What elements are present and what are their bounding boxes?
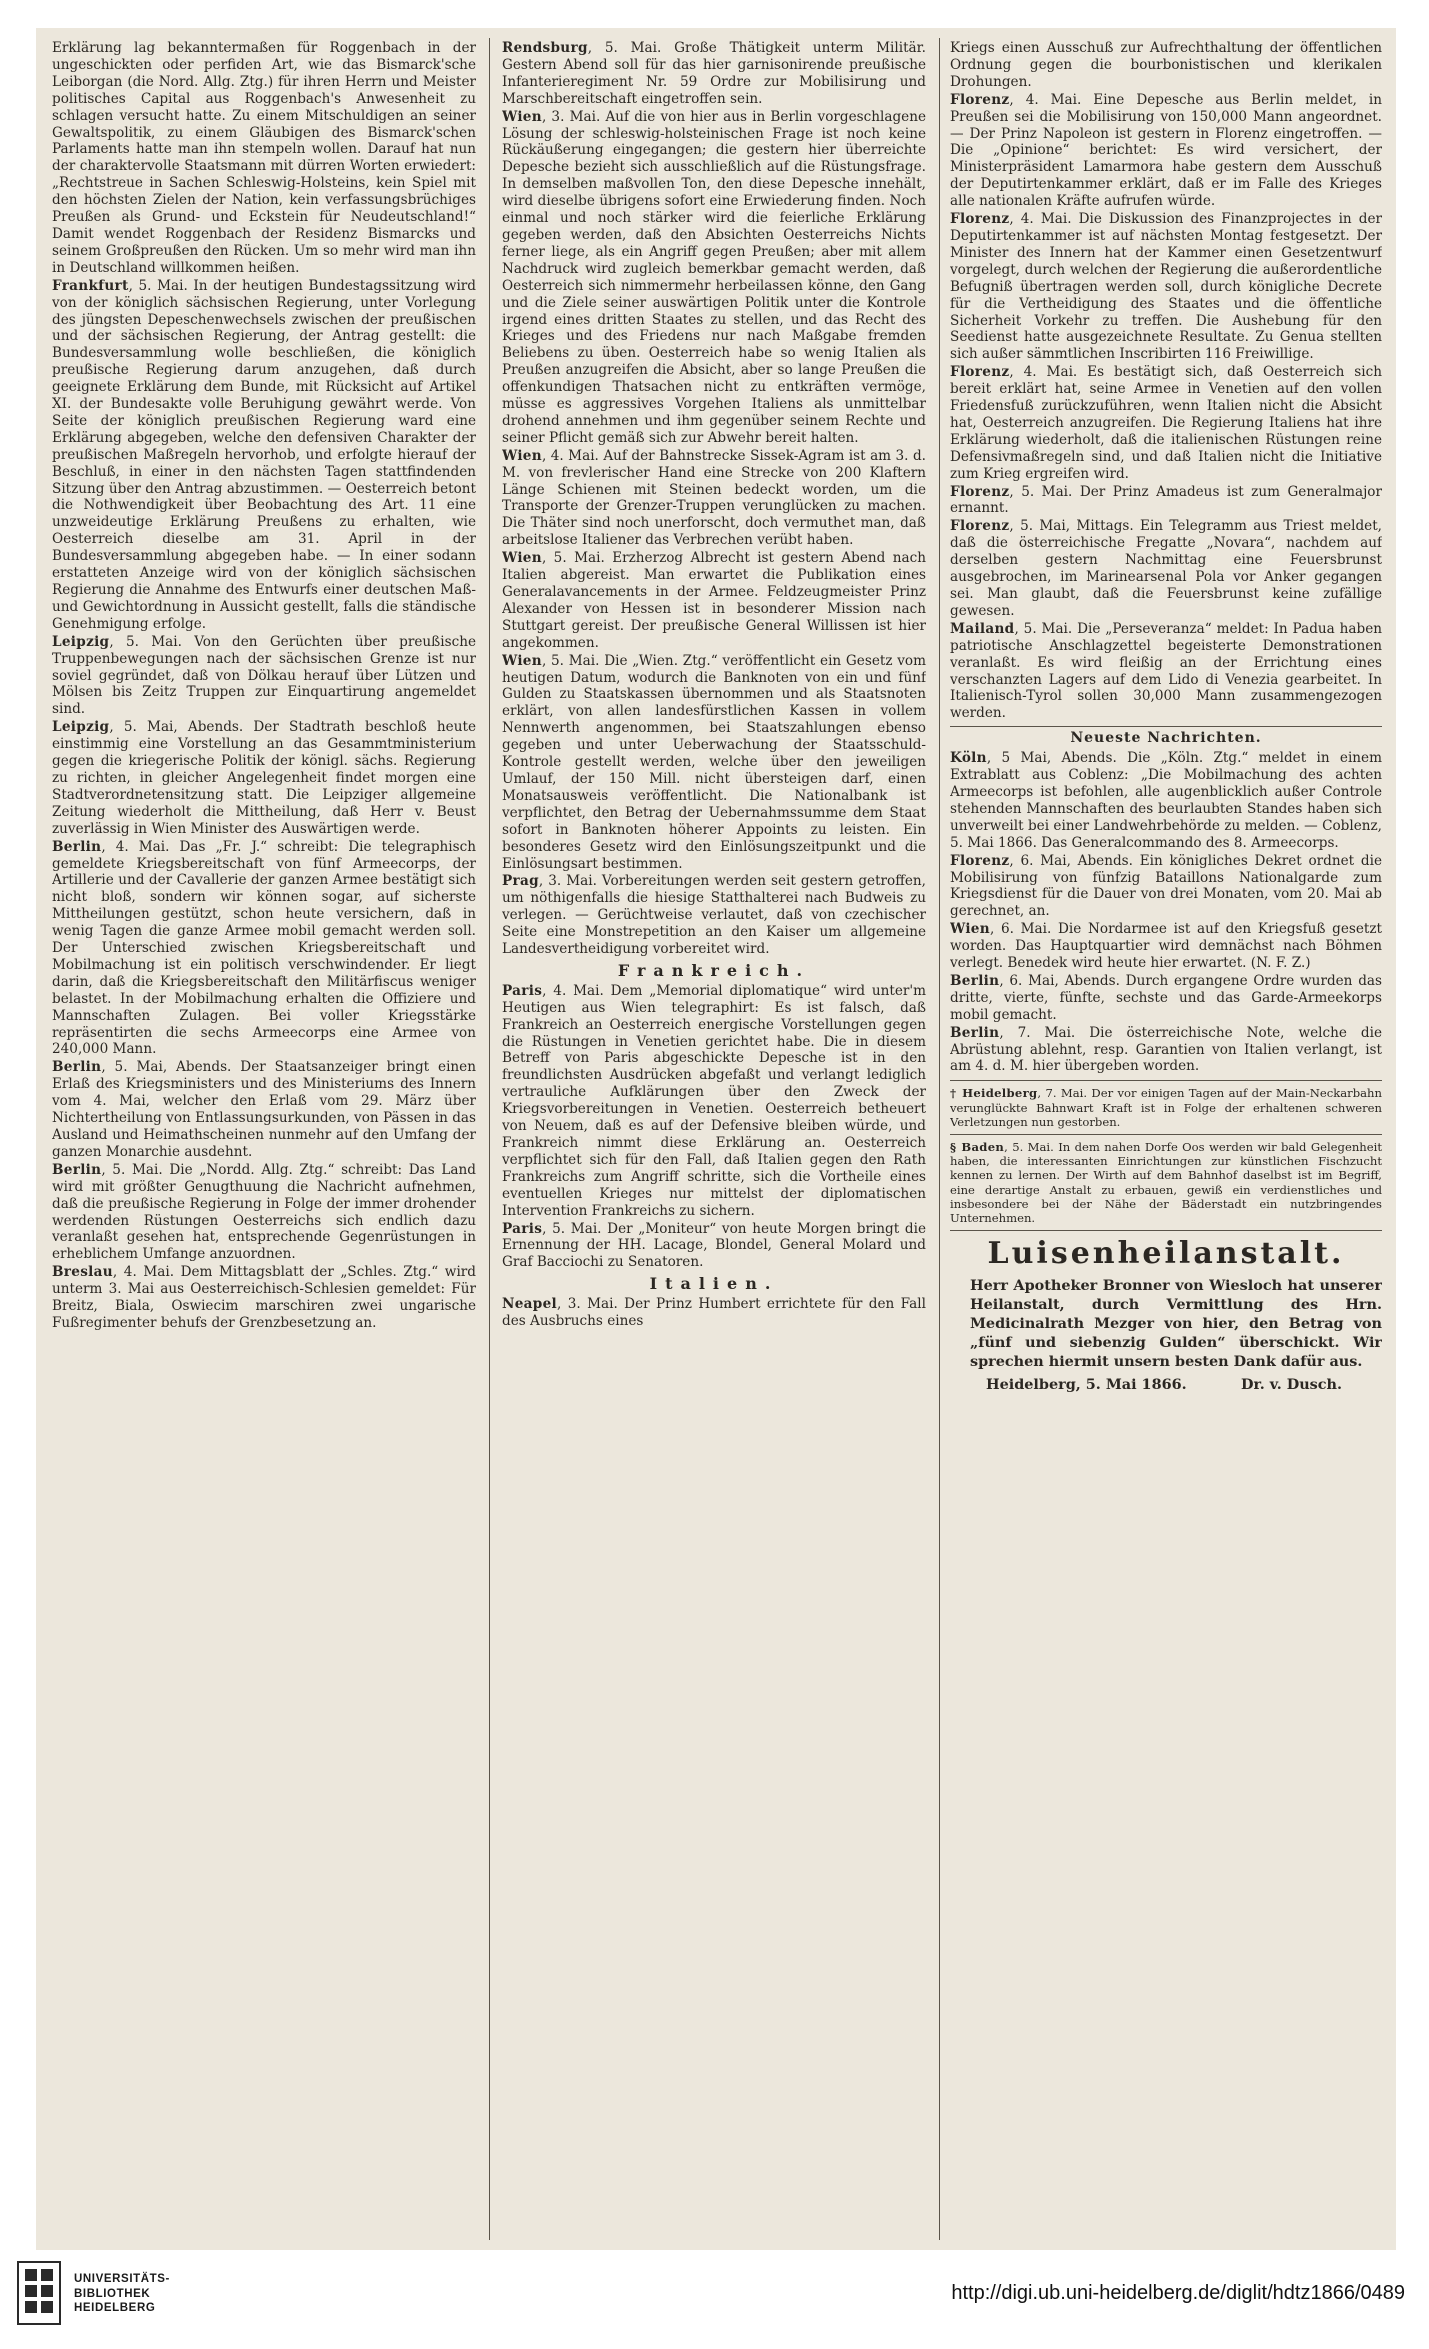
article-dateline: Florenz (950, 364, 1010, 381)
article-text: , 5. Mai. Große Thätigkeit unterm Militär. Gestern Abend soll für das hier garnisonirende preußische Infanterieregiment Nr. 59 Ordre zur Mobilisirung und Marschbereitschaft eingetroffen sein. (502, 40, 926, 107)
university-seal-icon (12, 2260, 66, 2326)
article-dateline: Berlin (52, 1059, 102, 1076)
article-dateline: Leipzig (52, 633, 110, 650)
article-dateline: Florenz (950, 518, 1010, 535)
article-dateline: Berlin (52, 1161, 102, 1178)
news-article (502, 983, 926, 1220)
news-article (950, 750, 1382, 851)
article-text: , 5. Mai, Mittags. Ein Telegramm aus Triest meldet, daß die österreichische Fregatte „Novara“, nachdem auf derselben gestern Nachmittag eine Feuersbrunst ausgebrochen, im Marinearsenal Pola vor Anker gegangen sei. Man glaubt, daß die Feuersbrunst keine zufällige gewesen. (950, 518, 1382, 619)
article-dateline: Florenz (950, 483, 1010, 500)
column-1 (52, 40, 476, 2236)
source-url[interactable]: http://digi.ub.uni-heidelberg.de/diglit/hdtz1866/0489 (951, 2282, 1405, 2304)
footer-bar (0, 2254, 1429, 2349)
newspaper-page (36, 28, 1396, 2250)
article-dateline: Florenz (950, 91, 1010, 108)
separator-rule (950, 1080, 1382, 1081)
article-text: , 5. Mai. Die „Perseveranza“ meldet: In Padua haben patriotische Anschlagzettel begeisterte Demonstrationen veranlaßt. Es wird fleißig an der Errichtung eines verschanzten Lagers auf dem Lido di Venezia gearbeitet. In Italienisch-Tyrol sollen 30,000 Mann zusammengezogen werden. (950, 620, 1382, 722)
article-dateline: Florenz (950, 852, 1010, 869)
news-article (52, 40, 476, 277)
article-dateline: Wien (502, 652, 542, 669)
article-text: , 5 Mai, Abends. Die „Köln. Ztg.“ meldet in einem Extrablatt aus Coblenz: „Die Mobilmachung des achten Armeecorps ist befohlen, alle augenblicklich außer Controle stehenden Mannschaften des beurlaubten Standes haben sich unverweilt bei einer Landwehrbehörde zu melden. — Coblenz, 5. Mai 1866. Das Generalcommando des 8. Armeecorps. (950, 750, 1382, 851)
article-text: , 4. Mai. Die Diskussion des Finanzprojectes in der Deputirtenkammer ist auf nächsten Montag festgesetzt. Der Minister des Innern hat der Kammer einen Gesetzentwurf vorgelegt, durch welchen der Regierung die außerordentliche Befugniß übertragen werden soll, durch königliche Decrete für die Vertheidigung des Staates und die öffentliche Sicherheit Vorkehr zu treffen. Die Aushebung für den Seedienst hatte ausgezeichnete Resultate. Zu Genua stellten sich außer sämmtlichen Inscribirten 116 Freiwillige. (950, 211, 1382, 363)
article-text: , 5. Mai. Der Prinz Amadeus ist zum Generalmajor ernannt. (950, 483, 1382, 517)
news-article (52, 278, 476, 633)
news-article (52, 1059, 476, 1160)
article-dateline: Köln (950, 750, 987, 767)
article-text: , 4. Mai. Eine Depesche aus Berlin meldet, in Preußen sei die Mobilisirung von 150,000 Mann angeordnet. — Der Prinz Napoleon ist gestern in Florenz eingetroffen. — Die „Opinione“ berichtet: Es wird versichert, der Ministerpräsident Lamarmora habe gestern dem Ausschuß der Deputirtenkammer erklärt, daß er im Falle des Krieges alle nationalen Kräfte aufrufen würde. (950, 91, 1382, 210)
article-text: , 5. Mai. Die „Nordd. Allg. Ztg.“ schreibt: Das Land wird mit größter Genugthuung die Nachricht aufnehmen, daß die preußische Regierung in Folge der immer drohender werdenden Rüstungen Oesterreichs sich endlich dazu veranlaßt gesehen hat, entsprechende Gegenrüstungen in erheblichem Umfange anzuordnen. (52, 1161, 476, 1263)
news-article (950, 621, 1382, 722)
article-text: , 5. Mai. Der „Moniteur“ von heute Morgen bringt die Ernennung der HH. Lacage, Blondel, General Molard und Graf Bacciochi zu Senatoren. (502, 1220, 926, 1271)
news-article (52, 719, 476, 837)
news-article (52, 634, 476, 719)
library-logo[interactable] (12, 2258, 252, 2330)
news-article (950, 973, 1382, 1024)
article-text: , 6. Mai, Abends. Ein königliches Dekret ordnet die Mobilisirung von fünfzig Bataillons Nationalgarde zum Kriegsdienst für die Dauer von drei Monaten, vom 20. Mai ab gerechnet, an. (950, 852, 1382, 920)
news-article (950, 364, 1382, 482)
article-dateline: Berlin (52, 838, 102, 855)
article-text: , 3. Mai. Der Prinz Humbert errichtete für den Fall des Ausbruchs eines (502, 1296, 926, 1330)
article-text: , 3. Mai. Vorbereitungen werden seit gestern getroffen, um nöthigenfalls die hiesige Statthalterei nach Budweis zu verlegen. — Gerüchtweise verlautet, daß von czechischer Seite eine Monstrepetition an den Kaiser um allgemeine Landesvertheidigung vorbereitet wird. (502, 873, 926, 958)
library-name (74, 2272, 170, 2316)
news-article (950, 853, 1382, 921)
article-dateline: Florenz (950, 211, 1010, 228)
article-dateline: § Baden (950, 1139, 1005, 1154)
library-name-line: HEIDELBERG (74, 2302, 156, 2314)
news-article (950, 1140, 1382, 1225)
news-article (950, 484, 1382, 518)
article-text: , 3. Mai. Auf die von hier aus in Berlin vorgeschlagene Lösung der schleswig-holsteinischen Frage ist noch keine Rückäußerung eingegangen; die gestern hier überreichte Depesche bezieht sich ausschließlich auf die Rüstungsfrage. In demselben maßvollen Ton, den diese Depesche innehält, wird dieselbe übrigens sofort eine Erwiederung finden. Noch einmal und noch stärker wird die feierliche Erklärung gegeben werden, daß den Absichten Oesterreichs Nichts ferner liege, als ein Angriff gegen Preußen; aber mit allem Nachdruck wird zugleich bemerkbar gemacht werden, daß Oesterreich sich nimmermehr herbeilassen könne, den Gang und die Ziele seiner auswärtigen Politik unter die Kontrole irgend eines dritten Staates zu stellen, und das Recht des Krieges und des Friedens nur nach Maßgabe fremden Beliebens zu üben. Oesterreich habe so wenig Italien als Preußen anzugreifen die Absicht, aber so lange Preußen die offenkundigen Thatsachen nicht zu entkräften vermöge, müsse es aggressives Vorgehen Italiens als unmittelbar drohend annehmen und ihm gegenüber seinem Rechte und seiner Pflicht gemäß sich zur Abwehr bereit halten. (502, 108, 926, 446)
article-dateline: Rendsburg (502, 40, 588, 56)
article-text: , 5. Mai. In der heutigen Bundestagssitzung wird von der königlich sächsischen Regierung, unter Vorlegung des jüngsten Depeschenwechsels zwischen der preußischen und der sächsischen Regierung, der Antrag gestellt: die Bundesversammlung wolle beschließen, die königlich preußische Regierung darum anzugehen, daß durch geeignete Erklärung dem Bunde, mit Rücksicht auf Artikel XI. der Bundesakte volle Beruhigung gewährt werde. Von Seite der königlich preußischen Regierung ward eine Erklärung abgegeben, welche den defensiven Charakter der preußischen Maßregeln hervorhob, und erfolgte hierauf der Beschluß, in einer in den nächsten Tagen stattfindenden Sitzung über den Antrag abzustimmen. — Oesterreich betont die Nothwendigkeit über Beobachtung des Art. 11 eine unzweideutige Erklärung Preußens zu erhalten, wie Oesterreich dieselbe am 31. April in der Bundesversammlung abgegeben habe. — In einer sodann erstatteten Anzeige wird von der königlich sächsischen Regierung die Annahme des Entwurfs einer deutschen Maß- und Gewichtordnung in Aussicht gestellt, falls die ständische Genehmigung erfolge. (52, 277, 476, 632)
article-text: , 7. Mai. Der vor einigen Tagen auf der Main-Neckarbahn verunglückte Bahnwart Kraft ist in Folge der erhaltenen schweren Verletzungen nun gestorben. (950, 1086, 1382, 1129)
article-text: , 5. Mai, Abends. Der Stadtrath beschloß heute einstimmig eine Vorstellung an das Gesammtministerium gegen die kriegerische Politik der königl. sächs. Regierung zu richten, in gleicher Angelegenheit findet morgen eine Stadtverordnetensitzung statt. Die Leipziger allgemeine Zeitung wiederholt die Mittheilung, daß Herr v. Beust zuverlässig in Wien Minister des Auswärtigen werde. (52, 719, 476, 837)
article-text: , 4. Mai. Dem „Memorial diplomatique“ wird unter'm Heutigen aus Wien telegraphirt: Es ist falsch, daß Frankreich an Oesterreich energische Vorstellungen gegen die Rüstungen in Venetien gerichtet habe. Die in diesem Betreff von Paris abgeschickte Depesche ist in den freundlichsten Ausdrücken abgefaßt und verlangt lediglich vertrauliche Aufklärungen über den Zweck der Kriegsvorbereitungen in Venetien. Oesterreich betheuert von Neuem, daß es auf der Defensive bleiben würde, und Frankreich nimmt diese Erklärung an. Oesterreich verpflichtet sich für den Fall, daß Italien gegen den Rath Frankreichs zum Angriff schritte, sich die Vortheile eines eventuellen Krieges nur mittelst der diplomatischen Intervention Frankreichs zu sichern. (502, 982, 926, 1219)
news-article (502, 448, 926, 549)
article-dateline: † Heidelberg (950, 1086, 1038, 1101)
news-article (502, 653, 926, 873)
section-heading: Italien. (649, 1274, 779, 1294)
news-article (950, 211, 1382, 363)
news-article (502, 550, 926, 651)
news-article (502, 40, 926, 108)
article-text: , 4. Mai. Auf der Bahnstrecke Sissek-Agram ist am 3. d. M. von frevlerischer Hand eine Strecke von 200 Klaftern Länge Schienen mit Steinen bedeckt worden, um die Transporte der Grenzer-Truppen verunglücken zu machen. Die Thäter sind noch unerforscht, doch vermuthet man, daß arbeitslose Italiener das Verbrechen verübt haben. (502, 447, 926, 549)
news-article (950, 1086, 1382, 1129)
article-text: , 4. Mai. Dem Mittagsblatt der „Schles. Ztg.“ wird unterm 3. Mai aus Oesterreichisch-Schlesien gemeldet: Für Breitz, Biala, Oswiecim marschiren zwei ungarische Fußregimenter behufs der Grenzbesetzung an. (52, 1264, 476, 1331)
news-article (502, 873, 926, 958)
article-text: , 7. Mai. Die österreichische Note, welche die Abrüstung ablehnt, resp. Garantien von Italien verlangt, ist am 4. d. M. hier übergeben worden. (950, 1024, 1382, 1075)
article-dateline: Prag (502, 873, 539, 890)
news-article (502, 109, 926, 447)
article-text: , 6. Mai. Die Nordarmee ist auf den Kriegsfuß gesetzt worden. Das Hauptquartier wird demnächst nach Böhmen verlegt. Benedek wird heute hier erwartet. (N. F. Z.) (950, 921, 1382, 972)
article-dateline: Neapel (502, 1296, 558, 1313)
separator-rule (950, 1134, 1382, 1135)
article-text: , 5. Mai. In dem nahen Dorfe Oos werden wir bald Gelegenheit haben, die interessanten Einrichtungen zur künstlichen Fischzucht kennen zu lernen. Der Wirth auf dem Bahnhof daselbst ist im Begriff, eine derartige Anstalt zu erbauen, gewiß ein verdienstliches und insbesondere bei der Nähe der Bäderstadt ein nutzbringendes Unternehmen. (950, 1139, 1382, 1225)
news-article (52, 1162, 476, 1263)
article-text: , 5. Mai. Die „Wien. Ztg.“ veröffentlicht ein Gesetz vom heutigen Datum, wodurch die Banknoten von ein und fünf Gulden zu Staatskassen übernommen und als Staatsnoten erklärt, von allen landesfürstlichen Kassen in vollem Nennwerth angenommen, bei Staatszahlungen ebenso gegeben und unter Ueberwachung der Staatsschuld-Kontrole gestellt werden, welche über den jeweiligen Umlauf, der 150 Mill. nicht übersteigen darf, einen Monatsausweis veröffentlicht. Die Nationalbank ist verpflichtet, den Betrag der Uebernahmssumme dem Staat sofort in Banknoten höherer Appoints zu leisten. Ein besonderes Gesetz wird den Einlösungszeitpunkt und die Einlösungsart bestimmen. (502, 652, 926, 872)
advertisement (950, 1236, 1382, 1394)
article-text: , 5. Mai. Erzherzog Albrecht ist gestern Abend nach Italien abgereist. Man erwartet die Publikation eines Generalavancements in der Armee. Feldzeugmeister Prinz Alexander von Hessen ist in besonderer Mission nach Stuttgart gereist. Der preußische General Willissen ist hier angekommen. (502, 550, 926, 651)
news-article (502, 1296, 926, 1330)
article-dateline: Leipzig (52, 719, 110, 736)
library-name-line: BIBLIOTHEK (74, 2287, 151, 2300)
article-text: , 4. Mai. Es bestätigt sich, daß Oesterreich sich bereit erklärt hat, seine Armee in Venetien auf den vollen Friedensfuß zurückzuführen, wenn Italien nicht die Absicht hat, Oesterreich anzugreifen. Die Regierung Italiens hat ihre Erklärung wiederholt, daß die italienischen Rüstungen reine Defensivmaßregeln sind, und daß Italien nicht die Initiative zum Krieg ergreifen wird. (950, 364, 1382, 482)
article-text: , 5. Mai. Von den Gerüchten über preußische Truppenbewegungen nach der sächsischen Grenze ist nur soviel gegründet, daß von Dölkau herauf über Lützen und Mölsen bis Zeitz Truppen zur Einquartirung angemeldet sind. (52, 633, 476, 718)
column-rule (939, 38, 940, 2240)
article-text: Kriegs einen Ausschuß zur Aufrechthaltung der öffentlichen Ordnung gegen die bourbonistischen und klerikalen Drohungen. (950, 40, 1382, 90)
column-rule (489, 38, 490, 2240)
article-dateline: Wien (950, 921, 990, 938)
article-text: , 5. Mai, Abends. Der Staatsanzeiger bringt einen Erlaß des Kriegsministers und des Ministeriums des Innern vom 4. Mai, welcher den Erlaß vom 29. März über Nichtertheilung von Entlassungsurkunden, von Pässen in das Ausland und Heimathscheinen nunmehr auf den Umfang der ganzen Monarchie ausdehnt. (52, 1059, 476, 1160)
library-name-line: UNIVERSITÄTS- (74, 2273, 170, 2285)
article-dateline: Frankfurt (52, 277, 129, 294)
news-article (950, 518, 1382, 619)
article-text: Erklärung lag bekanntermaßen für Roggenbach in der ungeschickten oder perfiden Art, wie das Bismarck'sche Leiborgan (die Nord. Allg. Ztg.) für ihren Herrn und Meister politisches Capital aus Roggenbach's Anwesenheit zu schlagen versucht hatte. Zu einem Mitschuldigen an seiner Gewaltspolitik, zu einem Gläubigen des Bismarck'schen Parlaments hatte man ihn stempeln wollen. Darauf hat nun der charaktervolle Staatsmann mit dürren Worten erwiedert: „Rechtstreue in Sachen Schleswig-Holsteins, kein Spiel mit den höchsten Zielen der Nation, kein verfassungsbrüchiges Preußen als Grund- und Eckstein für Neudeutschland!“ Damit wendet Roggenbach der Residenz Bismarcks und seinem Großpreußen den Rücken. Um so mehr wird man ihn in Deutschland willkommen heißen. (52, 40, 476, 276)
article-dateline: Breslau (52, 1264, 113, 1281)
news-article (52, 839, 476, 1059)
advertisement-title: Luisenheilanstalt. (987, 1236, 1345, 1272)
article-dateline: Berlin (950, 1024, 1000, 1041)
news-article (950, 1025, 1382, 1076)
advertisement-body: Herr Apotheker Bronner von Wiesloch hat unserer Heilanstalt, durch Vermittlung des Hrn. Medicinalrath Mezger von hier, den Betrag von „fünf und siebenzig Gulden“ überschickt. Wir sprechen hiermit unsern besten Dank dafür aus. (970, 1277, 1382, 1371)
article-dateline: Paris (502, 1220, 543, 1237)
column-2 (502, 40, 926, 2236)
advertisement-signature: Dr. v. Dusch. (1241, 1376, 1342, 1394)
separator-rule (950, 1230, 1382, 1231)
article-dateline: Wien (502, 550, 542, 567)
column-3-articles (950, 40, 1382, 1231)
column-3 (950, 40, 1382, 2236)
article-text: , 6. Mai, Abends. Durch ergangene Ordre wurden das dritte, vierte, fünfte, sechste und das Garde-Armeekorps mobil gemacht. (950, 972, 1382, 1023)
article-dateline: Paris (502, 982, 543, 999)
article-dateline: Mailand (950, 620, 1015, 637)
news-article (52, 1264, 476, 1332)
article-dateline: Wien (502, 108, 542, 125)
news-article (502, 1221, 926, 1272)
section-heading: Frankreich. (617, 960, 811, 980)
article-text: , 4. Mai. Das „Fr. J.“ schreibt: Die telegraphisch gemeldete Kriegsbereitschaft von fünf Armeecorps, der Artillerie und der Cavallerie der ganzen Armee bestätigt sich nicht bloß, sondern wir können sogar, auf sicherste Mittheilungen gestützt, schon heute versichern, daß in wenig Tagen die ganze Armee mobil gemacht werden soll. Der Unterschied zwischen Kriegsbereitschaft und Mobilmachung ist ein politisch verschwindender. Er liegt darin, daß die Kriegsbereitschaft den Militärfiscus weniger belastet. In der Mobilmachung erhalten die Offiziere und Mannschaften Zulagen. Bei voller Kriegsstärke repräsentirten die sechs Armeecorps eine Armee von 240,000 Mann. (52, 838, 476, 1058)
advertisement-date: Heidelberg, 5. Mai 1866. (986, 1376, 1187, 1394)
article-dateline: Berlin (950, 972, 1000, 989)
article-dateline: Wien (502, 447, 542, 464)
news-article (950, 40, 1382, 91)
news-article (950, 921, 1382, 972)
section-heading: Neueste Nachrichten. (950, 726, 1382, 747)
news-article (950, 92, 1382, 210)
